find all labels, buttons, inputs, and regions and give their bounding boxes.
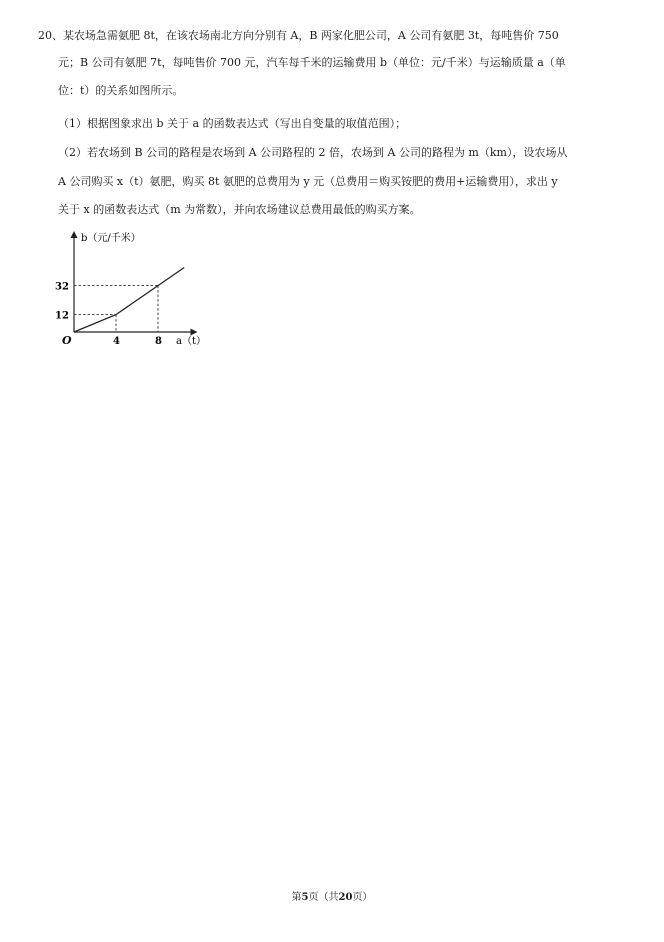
series-line-b	[74, 267, 184, 332]
y-tick-label-32: 32	[55, 281, 69, 293]
page-footer	[0, 892, 664, 904]
function-graph	[52, 228, 227, 358]
problem-line-2: 元；B 公司有氨肥 7t，每吨售价 700 元，汽车每千米的运输费用 b（单位：元/千米）与运输质量 a（单	[58, 56, 566, 69]
problem-line-3: 位：t）的关系如图所示。	[58, 84, 184, 97]
problem-line-1: 20、某农场急需氨肥 8t，在该农场南北方向分别有 A，B 两家化肥公司，A 公司有氨肥 3t，每吨售价 750	[38, 29, 559, 42]
footer-prefix: 第	[291, 892, 302, 903]
question-part-2-line-2: A 公司购买 x（t）氨肥，购买 8t 氨肥的总费用为 y 元（总费用＝购买铵肥的费用+运输费用），求出 y	[58, 175, 558, 188]
y-tick-label-12: 12	[55, 310, 69, 322]
x-axis-arrow	[191, 329, 198, 336]
question-part-2-line-1: （2）若农场到 B 公司的路程是农场到 A 公司路程的 2 倍，农场到 A 公司的路程为 m（km），设农场从	[58, 146, 568, 159]
origin-label: O	[62, 334, 72, 347]
question-part-1: （1）根据图象求出 b 关于 a 的函数表达式（写出自变量的取值范围）；	[58, 117, 407, 130]
y-axis-label: b（元/千米）	[81, 233, 141, 244]
y-axis-arrow	[71, 231, 78, 238]
footer-suffix: 页）	[352, 892, 373, 903]
footer-page-number: 5	[301, 892, 309, 903]
footer-total-pages: 20	[338, 892, 353, 903]
x-tick-label-8: 8	[155, 336, 162, 347]
x-axis-label: a（t）	[176, 336, 206, 347]
x-tick-label-4: 4	[113, 336, 120, 347]
footer-middle: 页（共	[308, 892, 339, 903]
question-part-2-line-3: 关于 x 的函数表达式（m 为常数），并向农场建议总费用最低的购买方案。	[58, 203, 421, 216]
graph-svg	[52, 228, 227, 358]
